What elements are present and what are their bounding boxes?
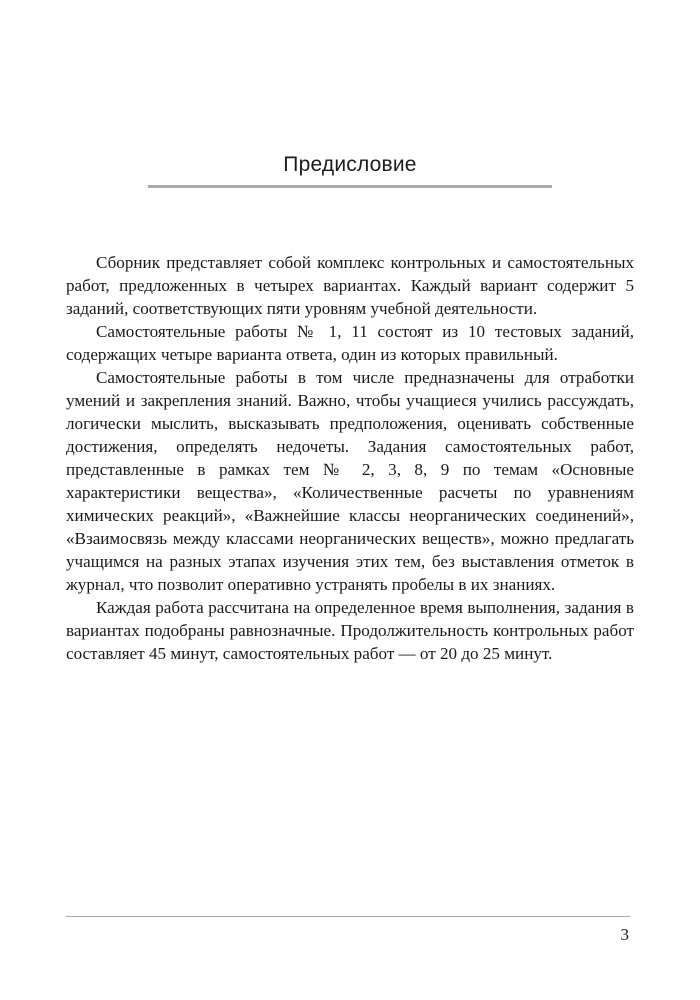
page-footer xyxy=(66,924,629,946)
paragraph: Самостоятельные работы в том числе предназначены для отработки умений и закрепления знаний. Важно, чтобы учащиеся учились рассуждать, логически мыслить, высказывать предположения, оценивать собственные достижения, определять недочеты. Задания самостоятельных работ, представленные в рамках тем № 2, 3, 8, 9 по темам «Основные характеристики вещества», «Количественные расчеты по уравнениям химических реакций», «Важнейшие классы неорганических соединений», «Взаимосвязь между классами неорганических веществ», можно предлагать учащимся на разных этапах изучения этих тем, без выставления отметок в журнал, что позволит оперативно устранять пробелы в их знаниях. xyxy=(66,368,634,594)
page-number: 3 xyxy=(620,925,629,944)
footer-divider xyxy=(66,916,630,917)
paragraph: Сборник представляет собой комплекс контрольных и самостоятельных работ, предложенных в четырех вариантах. Каждый вариант содержит 5 заданий, соответствующих пяти уровням учебной деятельности. xyxy=(66,253,634,318)
body-text xyxy=(66,251,634,665)
paragraph: Самостоятельные работы № 1, 11 состоят из 10 тестовых заданий, содержащих четыре варианта ответа, один из которых правильный. xyxy=(66,322,634,364)
title-divider xyxy=(148,185,552,188)
page-title: Предисловие xyxy=(283,153,417,176)
paragraph: Каждая работа рассчитана на определенное время выполнения, задания в вариантах подобраны равнозначные. Продолжительность контрольных работ составляет 45 минут, самостоятельных работ — от 20 до 25 минут. xyxy=(66,598,634,663)
page-header xyxy=(0,152,700,178)
